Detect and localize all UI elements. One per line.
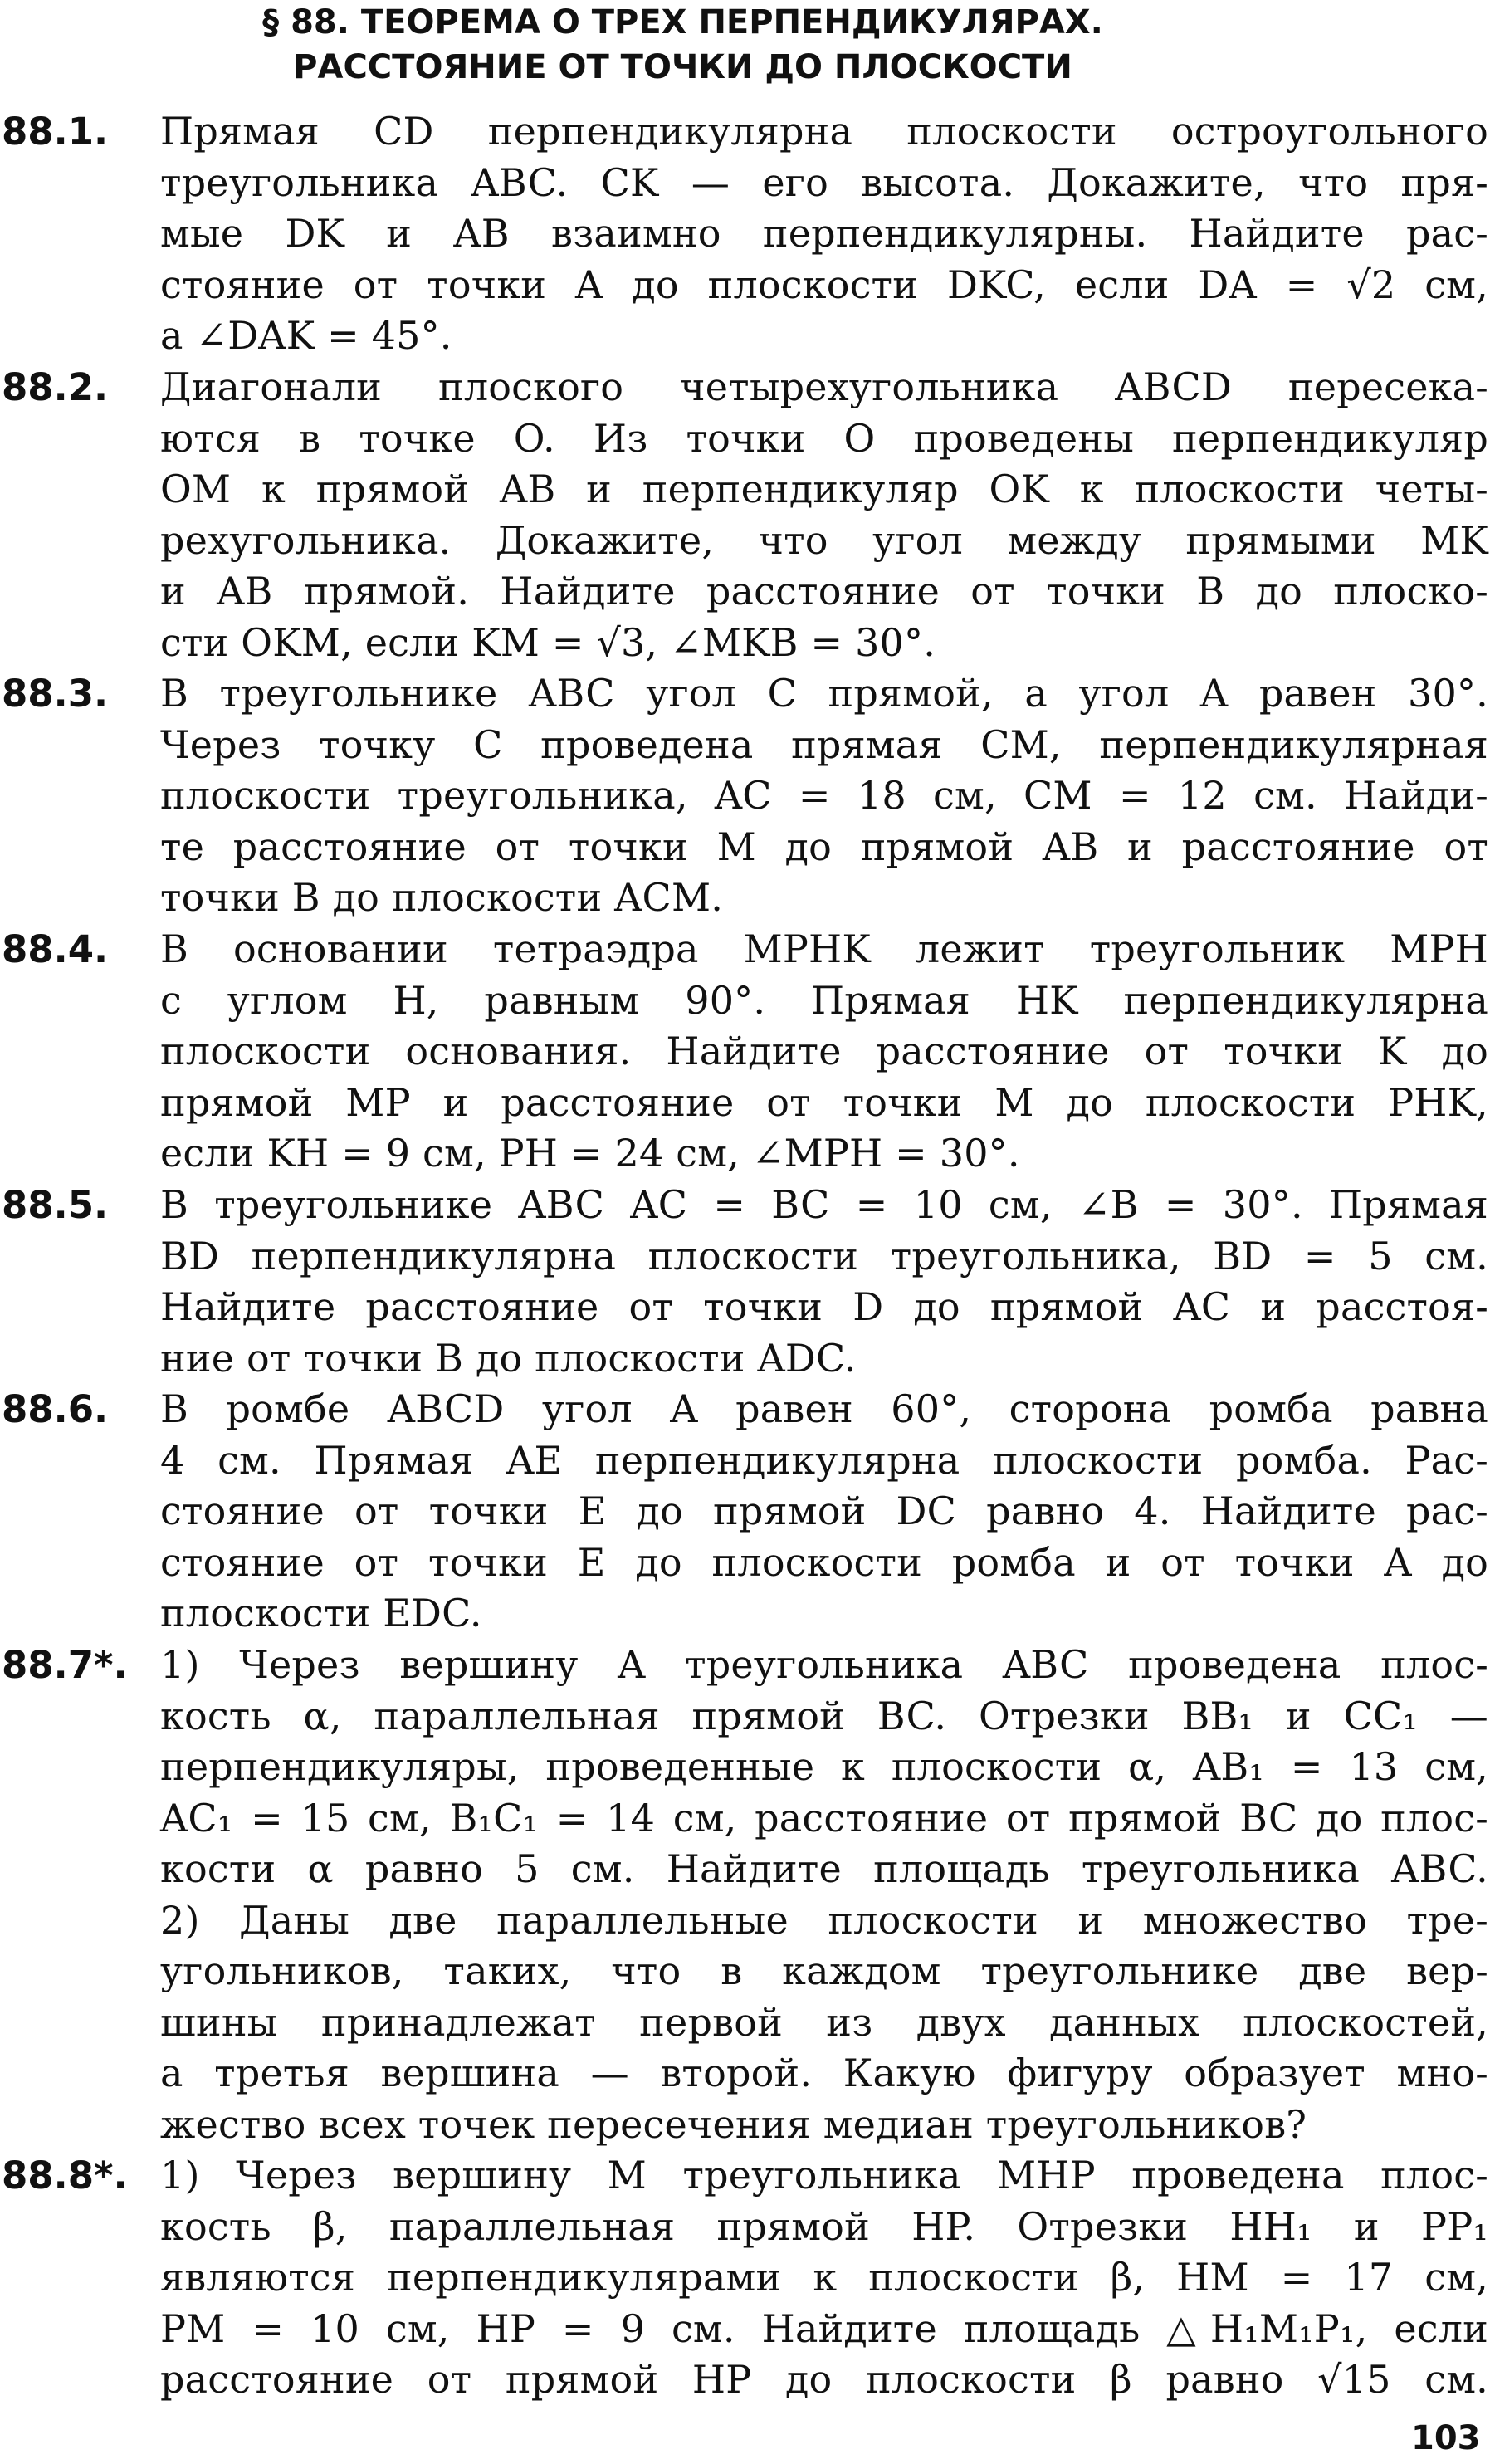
problem-text-line: треугольника ABC. CK — его высота. Докажите, что пря-	[160, 159, 1488, 205]
page-number: 103	[1411, 2419, 1481, 2457]
problem-text-line: Через точку C проведена прямая CM, перпендикулярная	[160, 721, 1488, 767]
problem-text-line: те расстояние от точки M до прямой AB и расстояние от	[160, 824, 1488, 869]
problem-text-line: 1) Через вершину M треугольника MHP проведена плос-	[160, 2153, 1488, 2198]
problem-text-line: кость β, параллельная прямой HP. Отрезки HH₁ и PP₁	[160, 2203, 1488, 2249]
problem-number: 88.3.	[2, 672, 109, 716]
problem-text-line: сти OKM, если KM = √3, ∠MKB = 30°.	[160, 619, 936, 665]
problem-text-line: Прямая CD перпендикулярна плоскости остроугольного	[160, 109, 1488, 154]
problem-text-line: В ромбе ABCD угол A равен 60°, сторона ромба равна	[160, 1386, 1488, 1431]
section-title-line-1: § 88. ТЕОРЕМА О ТРЕХ ПЕРПЕНДИКУЛЯРАХ.	[262, 3, 1103, 42]
problem-text-line: 1) Через вершину A треугольника ABC проведена плос-	[160, 1642, 1488, 1687]
problem-number: 88.2.	[2, 365, 109, 409]
section-title-line-2: РАССТОЯНИЕ ОТ ТОЧКИ ДО ПЛОСКОСТИ	[293, 48, 1072, 86]
problem-text-line: ние от точки B до плоскости ADC.	[160, 1335, 857, 1381]
problem-text-line: и AB прямой. Найдите расстояние от точки B до плоско-	[160, 569, 1488, 614]
problem-number: 88.1.	[2, 110, 109, 154]
problem-number: 88.5.	[2, 1183, 109, 1227]
problem-text-line: ются в точке O. Из точки O проведены перпендикуляр	[160, 415, 1488, 461]
problem-text-line: плоскости треугольника, AC = 18 см, CM = 12 см. Найди-	[160, 773, 1488, 818]
problem-text-line: плоскости основания. Найдите расстояние от точки K до	[160, 1029, 1488, 1073]
problem-text-line: PM = 10 см, HP = 9 см. Найдите площадь △H₁M₁P₁, если	[160, 2305, 1488, 2351]
problem-text-line: кость α, параллельная прямой BC. Отрезки BB₁ и CC₁ —	[160, 1693, 1488, 1738]
problem-text-line: AC₁ = 15 см, B₁C₁ = 14 см, расстояние от прямой BC до плос-	[160, 1795, 1488, 1841]
problem-text-line: 4 см. Прямая AE перпендикулярна плоскости ромба. Рас-	[160, 1437, 1488, 1483]
problem-text-line: BD перпендикулярна плоскости треугольника, BD = 5 см.	[160, 1233, 1488, 1278]
problem-text-line: точки B до плоскости ACM.	[160, 875, 724, 920]
problem-text-line: с углом H, равным 90°. Прямая HK перпендикулярна	[160, 977, 1488, 1023]
problem-text-line: плоскости EDC.	[160, 1591, 482, 1635]
problem-text-line: перпендикуляры, проведенные к плоскости α, AB₁ = 13 см,	[160, 1744, 1488, 1789]
problem-text-line: 2) Даны две параллельные плоскости и множество тре-	[160, 1897, 1488, 1943]
problem-text-line: являются перпендикулярами к плоскости β, HM = 17 см,	[160, 2255, 1488, 2300]
section-heading	[0, 0, 1490, 90]
problem-text-line: расстояние от прямой HP до плоскости β равно √15 см.	[160, 2357, 1488, 2402]
problem-text-line: рехугольника. Докажите, что угол между прямыми MK	[160, 517, 1488, 563]
problem-text-line: стояние от точки A до плоскости DKC, если DA = √2 см,	[160, 262, 1488, 307]
problem-text-line: В основании тетраэдра MPHK лежит треугольник MPH	[160, 926, 1488, 971]
problem-text-line: мые DK и AB взаимно перпендикулярны. Найдите рас-	[160, 211, 1488, 256]
problem-text-line: Найдите расстояние от точки D до прямой AC и расстоя-	[160, 1284, 1488, 1329]
problem-number: 88.6.	[2, 1387, 109, 1431]
problem-number: 88.8*.	[2, 2154, 128, 2198]
problem-text-line: кости α равно 5 см. Найдите площадь треугольника ABC.	[160, 1846, 1488, 1891]
problem-text-line: а третья вершина — второй. Какую фигуру образует мно-	[160, 2051, 1488, 2095]
problem-text-line: прямой MP и расстояние от точки M до плоскости PHK,	[160, 1079, 1488, 1125]
problem-text-line: В треугольнике ABC AC = BC = 10 см, ∠B = 30°. Прямая	[160, 1182, 1488, 1227]
problem-text-line: угольников, таких, что в каждом треугольнике две вер-	[160, 1948, 1488, 1993]
problem-text-line: жество всех точек пересечения медиан треугольников?	[160, 2101, 1307, 2147]
problem-text-line: стояние от точки E до плоскости ромба и от точки A до	[160, 1539, 1488, 1585]
problem-text-line: если KH = 9 см, PH = 24 см, ∠MPH = 30°.	[160, 1131, 1020, 1176]
problem-text-line: OM к прямой AB и перпендикуляр OK к плоскости четы-	[160, 467, 1488, 511]
problem-text-line: В треугольнике ABC угол C прямой, а угол A равен 30°.	[160, 671, 1488, 716]
problem-number: 88.4.	[2, 927, 109, 971]
problem-number: 88.7*.	[2, 1643, 128, 1687]
problem-text-line: шины принадлежат первой из двух данных плоскостей,	[160, 1999, 1488, 2045]
problem-text-line: а ∠DAK = 45°.	[160, 313, 452, 358]
problem-text-line: стояние от точки E до прямой DC равно 4. Найдите рас-	[160, 1489, 1488, 1533]
problem-text-line: Диагонали плоского четырехугольника ABCD пересека-	[160, 364, 1488, 409]
